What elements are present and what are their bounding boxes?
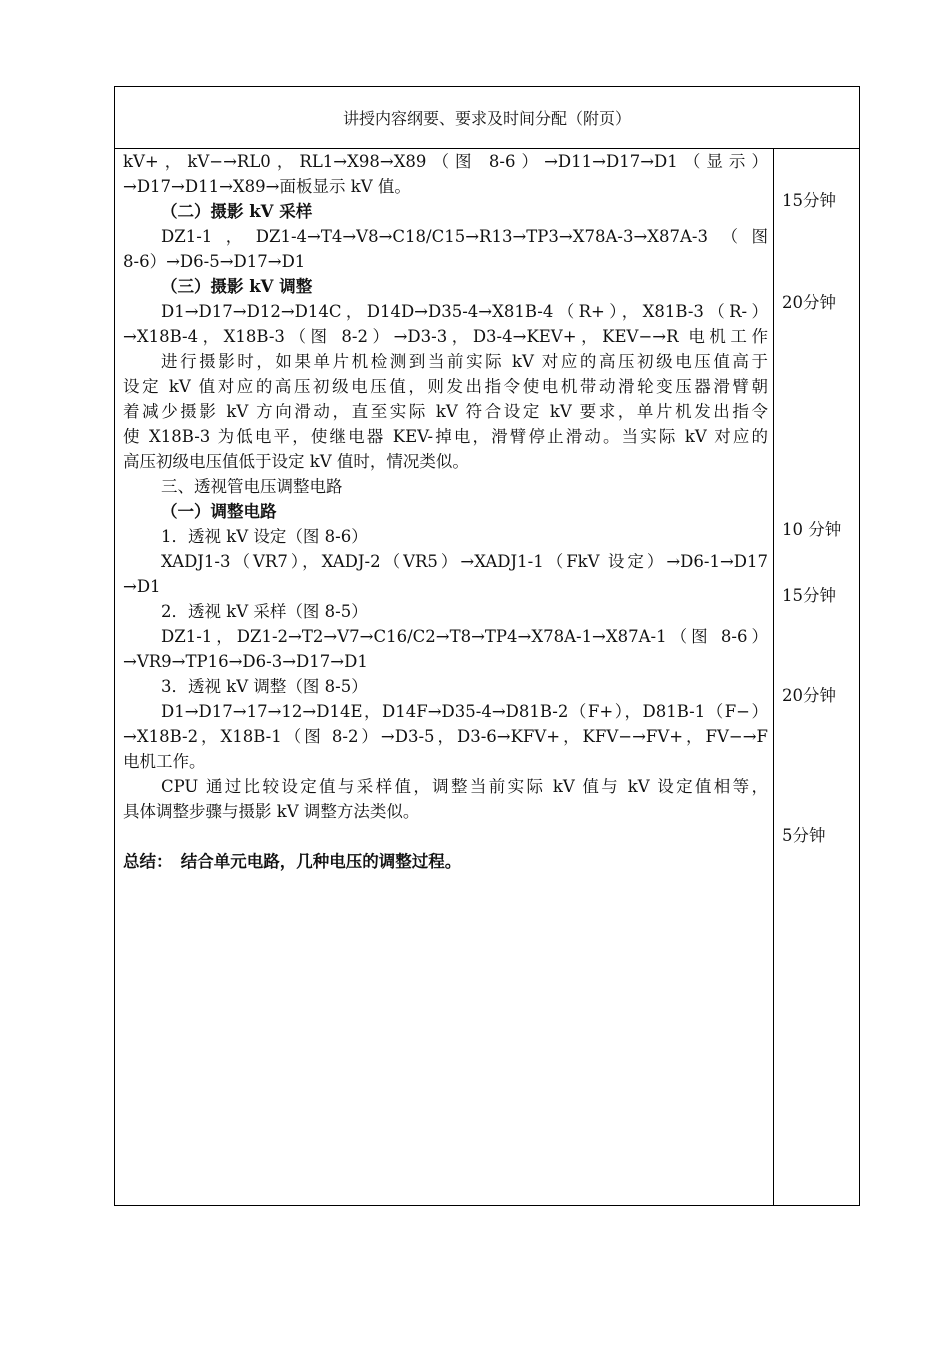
content-line: 高压初级电压值低于设定 kV 值时，情况类似。	[123, 452, 469, 471]
time-allocation: 20分钟	[782, 686, 836, 705]
content-line: 3．透视 kV 调整（图 8-5）	[161, 677, 368, 696]
section-heading: （二）摄影 kV 采样	[161, 202, 313, 221]
table-header	[115, 87, 859, 149]
time-allocation: 5分钟	[782, 826, 826, 845]
time-cell	[774, 149, 859, 1205]
content-line: 电机工作。	[123, 752, 206, 771]
summary-line: 总结： 结合单元电路，几种电压的调整过程。	[123, 852, 462, 871]
content-line: 8-6）→D6-5→D17→D1	[123, 252, 306, 271]
content-line: 设定 kV 值对应的高压初级电压值，则发出指令使电机带动滑轮变压器滑臂朝	[123, 377, 768, 396]
content-line: →X18B-4，X18B-3（图 8-2）→D3-3，D3-4→KEV+，KEV−→R 电机工作	[123, 327, 768, 346]
time-allocation: 15分钟	[782, 586, 836, 605]
content-line: XADJ1-3（VR7），XADJ-2（VR5）→XADJ1-1（FkV 设定）→D6-1→D17	[161, 552, 768, 571]
section-heading: 三、透视管电压调整电路	[161, 477, 343, 496]
content-line: →D17→D11→X89→面板显示 kV 值。	[123, 177, 411, 196]
content-line: →X18B-2，X18B-1（图 8-2）→D3-5，D3-6→KFV+，KFV−→FV+，FV−→F	[123, 727, 768, 746]
content-line: CPU 通过比较设定值与采样值，调整当前实际 kV 值与 kV 设定值相等，	[161, 777, 768, 796]
content-line: 1．透视 kV 设定（图 8-6）	[161, 527, 368, 546]
content-line: 着减少摄影 kV 方向滑动，直至实际 kV 符合设定 kV 要求，单片机发出指令	[123, 402, 768, 421]
content-line: kV+，kV−→RL0，RL1→X98→X89（图 8-6）→D11→D17→D1（显示）	[123, 152, 768, 171]
content-line: 进行摄影时，如果单片机检测到当前实际 kV 对应的高压初级电压值高于	[161, 352, 768, 371]
lecture-outline-table	[114, 86, 860, 1206]
content-line: DZ1-1，DZ1-4→T4→V8→C18/C15→R13→TP3→X78A-3→X87A-3（图	[161, 227, 768, 246]
content-line: DZ1-1，DZ1-2→T2→V7→C16/C2→T8→TP4→X78A-1→X87A-1（图 8-6）	[161, 627, 768, 646]
section-heading: （三）摄影 kV 调整	[161, 277, 313, 296]
content-cell	[115, 149, 774, 1205]
header-title: 讲授内容纲要、要求及时间分配（附页）	[342, 109, 631, 128]
content-line: 使 X18B-3 为低电平，使继电器 KEV-掉电，滑臂停止滑动。当实际 kV 对应的	[123, 427, 768, 446]
section-heading: （一）调整电路	[161, 502, 277, 521]
content-line: →D1	[123, 577, 161, 596]
content-line: 2．透视 kV 采样（图 8-5）	[161, 602, 368, 621]
content-line: D1→D17→17→12→D14E，D14F→D35-4→D81B-2（F+），D81B-1（F−）	[161, 702, 768, 721]
time-allocation: 20分钟	[782, 293, 836, 312]
time-allocation: 10 分钟	[782, 520, 842, 539]
time-allocation: 15分钟	[782, 191, 836, 210]
content-line: →VR9→TP16→D6-3→D17→D1	[123, 652, 368, 671]
content-line: D1→D17→D12→D14C，D14D→D35-4→X81B-4（R+），X81B-3（R-）	[161, 302, 768, 321]
content-line: 具体调整步骤与摄影 kV 调整方法类似。	[123, 802, 420, 821]
